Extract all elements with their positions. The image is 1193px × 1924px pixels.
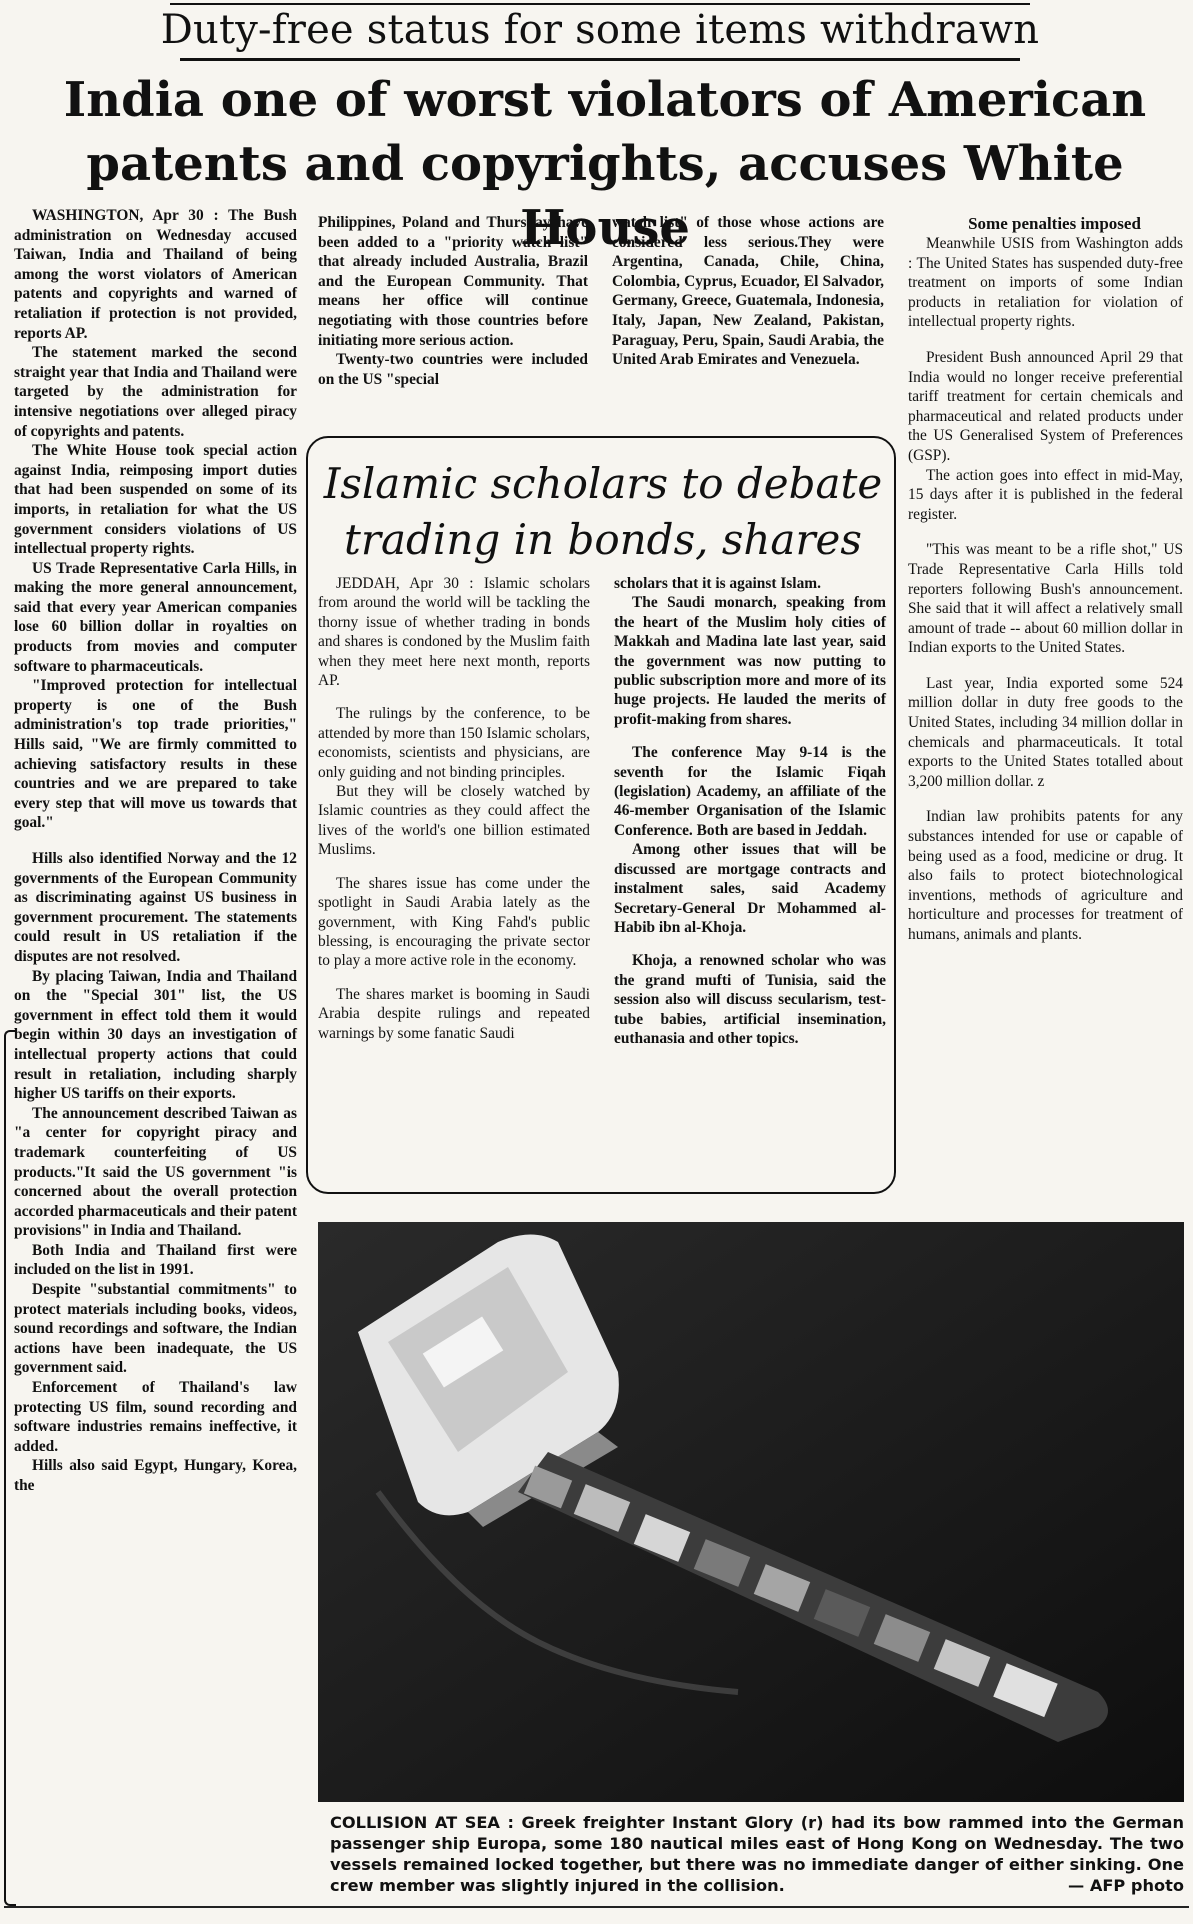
paragraph: The shares issue has come under the spotlight in Saudi Arabia lately as the government, with King Fahd's public blessing, is encouraging the private sector to play a more active role in the economy.: [318, 874, 590, 970]
top-rule: [170, 3, 1030, 5]
story-column-3: [612, 213, 884, 370]
paragraph: The conference May 9-14 is the seventh for the Islamic Fiqah (legislation) Academy, an affiliate of the 46-member Organisation of the Islamic Conference. Both are based in Jeddah.: [614, 744, 886, 839]
paragraph: Meanwhile USIS from Washington adds : The United States has suspended duty-free treatment on imports of some Indian products in retaliation for violation of intellectual property rights.: [908, 235, 1183, 331]
ships-illustration: [318, 1222, 1184, 1802]
paragraph: watch list" of those whose actions are considered less serious.They were Argentina, Canada, Chile, China, Colombia, Cyprus, Ecuador, El Salvador, Germany, Greece, Guatemala, Indonesia, Italy, Japan, New Zealand, Pakistan, Paraguay, Peru, Spain, Saudi Arabia, the United Arab Emirates and Venezuela.: [612, 214, 884, 369]
paragraph: Philippines, Poland and Thursday have been added to a "priority watch list" that already included Australia, Brazil and the European Community. That means her office will continue negotiating with those countries before initiating more serious action.: [318, 214, 588, 349]
subheading: Some penalties imposed: [968, 214, 1141, 233]
paragraph: The rulings by the conference, to be attended by more than 150 Islamic scholars, economists, scientists and physicians, are only guiding and not binding principles.: [318, 705, 590, 781]
paragraph: Khoja, a renowned scholar who was the grand mufti of Tunisia, said the session also will discuss secularism, test-tube babies, artificial insemination, euthanasia and other topics.: [614, 952, 886, 1047]
paragraph: But they will be closely watched by Islamic countries as they could affect the lives of the world's one billion estimated Muslims.: [318, 783, 590, 859]
paragraph: The White House took special action against India, reimposing import duties that had been suspended on some of its imports, in retaliation for what the US government considers violations of US intellectual property rights.: [14, 442, 297, 558]
kicker-headline: Duty-free status for some items withdrawn: [160, 7, 1040, 53]
story-column-2: [318, 213, 588, 389]
photo-caption: [330, 1812, 1184, 1896]
paragraph: "This was meant to be a rifle shot," US Trade Representative Carla Hills told reporters following Bush's announcement. She said that it will affect a relatively small amount of trade -- about 60 million dollar in Indian exports to the United States.: [908, 541, 1183, 657]
paragraph: Hills also identified Norway and the 12 governments of the European Community as discriminating against US business in government procurement. The statements could result in US retaliation if the disputes are not resolved.: [14, 850, 297, 965]
collision-photo: [318, 1222, 1184, 1802]
paragraph: Last year, India exported some 524 million dollar in duty free goods to the United States, including 34 million dollar in chemicals and pharmaceuticals. It total exports to the United States totalled about 3,200 million dollar. z: [908, 674, 1183, 790]
paragraph: Hills also said Egypt, Hungary, Korea, the: [14, 1457, 297, 1494]
paragraph: US Trade Representative Carla Hills, in making the more general announcement, said that every year American companies lose 60 billion dollar in royalties on products from movies and computer software to pharmaceuticals.: [14, 559, 297, 675]
paragraph: Among other issues that will be discussed are mortgage contracts and instalment sales, said Academy Secretary-General Dr Mohammed al-Habib ibn al-Khoja.: [614, 841, 886, 936]
boxed-story-column-1: [318, 574, 590, 1043]
paragraph: "Improved protection for intellectual property is one of the Bush administration's top trade priorities," Hills said, "We are firmly committed to achieving satisfactory results in these countries and we are prepared to take every step that will move us towards that goal.": [14, 677, 297, 832]
paragraph: By placing Taiwan, India and Thailand on the "Special 301" list, the US government in effect told them it would begin within 30 days an investigation of intellectual property actions that could result in retaliation, including sharply higher US tariffs on their exports.: [14, 967, 297, 1103]
paragraph: The statement marked the second straight year that India and Thailand were targeted by the administration for intensive negotiations over alleged piracy of copyrights and patents.: [14, 344, 297, 440]
boxed-story: [306, 436, 896, 1194]
paragraph: scholars that it is against Islam.: [614, 575, 821, 592]
photo-credit: — AFP photo: [1068, 1876, 1184, 1895]
boxed-story-column-2: [614, 574, 886, 1048]
story-column-4: [908, 213, 1183, 945]
paragraph: The shares market is booming in Saudi Arabia despite rulings and repeated warnings by some fanatic Saudi: [318, 985, 590, 1042]
bottom-rule: [4, 1906, 1189, 1908]
kicker-rule: [180, 58, 1020, 61]
caption-lead: COLLISION AT SEA :: [330, 1813, 514, 1832]
paragraph: President Bush announced April 29 that India would no longer receive preferential tariff treatment for certain chemicals and pharmaceutical and related products under the US Generalised System of Preferences (GSP).: [908, 348, 1183, 464]
paragraph: The announcement described Taiwan as "a center for copyright piracy and trademark counterfeiting of US products."It said the US government "is concerned about the overall protection accorded pharmaceuticals and their patent provisions" in India and Thailand.: [14, 1104, 297, 1240]
column-bracket: [4, 1030, 16, 1906]
caption-text: Greek freighter Instant Glory (r) had its bow rammed into the German passenger ship Europa, some 180 nautical miles east of Hong Kong on Wednesday. The two vessels remained locked together, but there was no immediate danger of either sinking. One crew member was slightly injured in the collision.: [330, 1813, 1184, 1895]
paragraph: Both India and Thailand first were included on the list in 1991.: [14, 1241, 297, 1279]
main-headline: India one of worst violators of American patents and copyrights, accuses White House: [63, 72, 1147, 256]
paragraph: Enforcement of Thailand's law protecting US film, sound recording and software industries remains ineffective, it added.: [14, 1379, 297, 1455]
paragraph: The Saudi monarch, speaking from the heart of the Muslim holy cities of Makkah and Madina late last year, said the government was now putting to public subscription more and more of its huge projects. He lauded the merits of profit-making from shares.: [614, 594, 886, 728]
paragraph: Indian law prohibits patents for any substances intended for use or capable of being used as a food, medicine or drug. It also fails to protect biotechnological inventions, methods of agriculture and horticulture and processes for treatment of humans, animals and plants.: [908, 808, 1183, 943]
paragraph: WASHINGTON, Apr 30 : The Bush administration on Wednesday accused Taiwan, India and Thailand of being among the worst violators of American patents and copyrights and warned of retaliation if protection is not provided, reports AP.: [14, 207, 297, 342]
paragraph: JEDDAH, Apr 30 : Islamic scholars from around the world will be tackling the thorny issue of whether trading in bonds and shares is condoned by the Muslim faith when they meet here next month, reports AP.: [318, 575, 590, 690]
paragraph: The action goes into effect in mid-May, 15 days after it is published in the federal register.: [908, 466, 1183, 523]
paragraph: Despite "substantial commitments" to protect materials including books, videos, sound recordings and software, the Indian actions have been inadequate, the US government said.: [14, 1281, 297, 1377]
boxed-story-headline: Islamic scholars to debate trading in bonds, shares: [323, 459, 883, 564]
story-column-1: [14, 206, 297, 1496]
paragraph: Twenty-two countries were included on the US "special: [318, 351, 588, 388]
